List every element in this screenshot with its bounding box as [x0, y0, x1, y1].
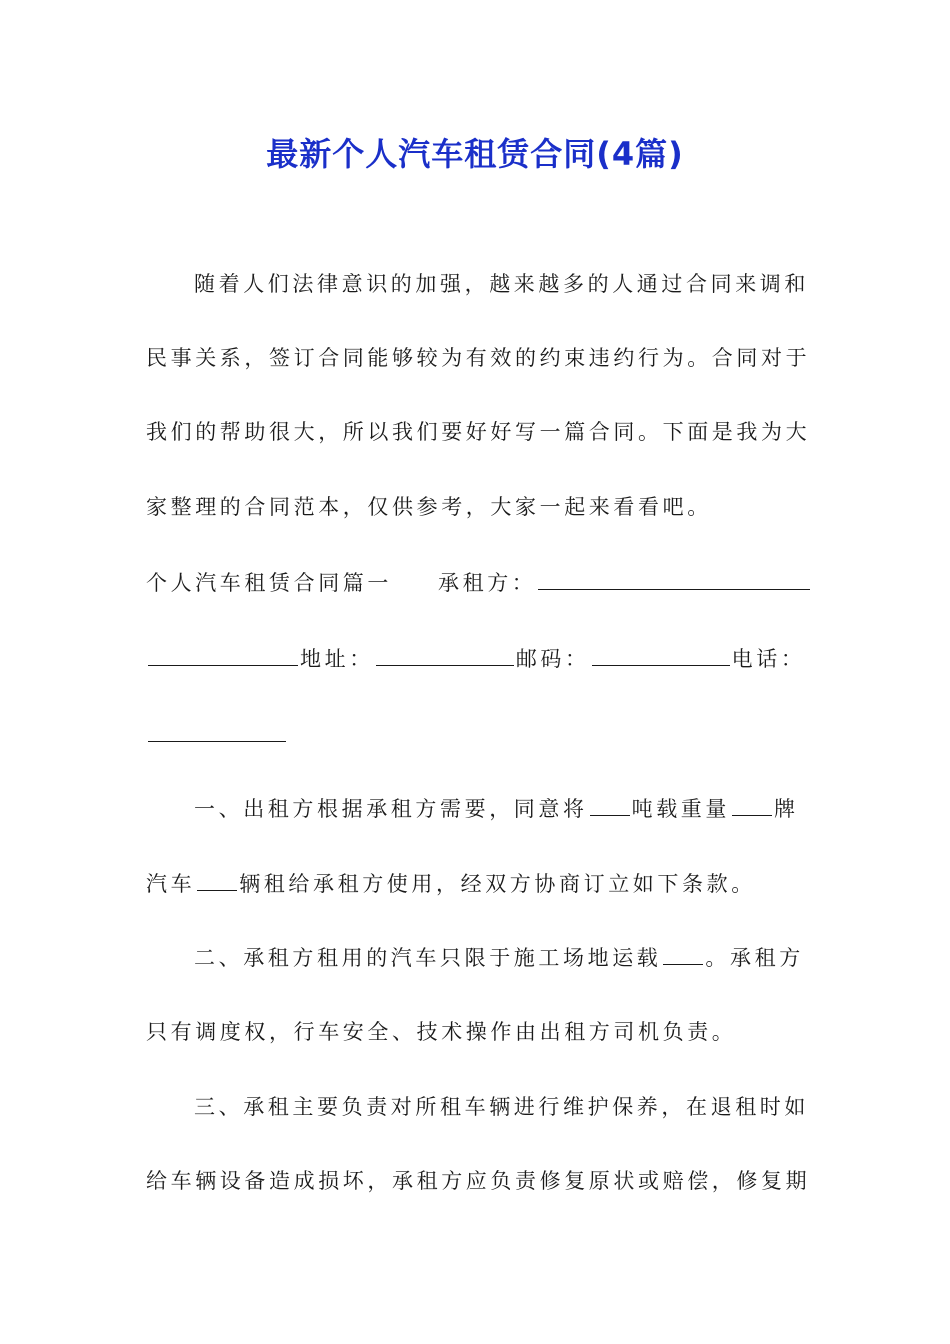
clause1-line-2 — [146, 866, 806, 902]
clause3-line-1: 三、承租主要负责对所租车辆进行维护保养，在退租时如 — [194, 1095, 809, 1119]
clause1-text-c: 牌 — [774, 797, 799, 821]
clause3-line-2: 给车辆设备造成损坏，承租方应负责修复原状或赔偿，修复期 — [146, 1169, 811, 1193]
lessee-label: 承租方： — [438, 571, 537, 595]
postcode-label: 邮码： — [515, 647, 590, 671]
phone-blank — [148, 721, 286, 742]
address-label: 地址： — [300, 647, 374, 671]
cargo-blank — [663, 944, 703, 965]
address-blank — [376, 645, 514, 666]
tonnage-blank — [590, 795, 630, 816]
lessee-blank — [538, 569, 810, 590]
postcode-blank — [592, 645, 730, 666]
section-heading: 个人汽车租赁合同篇一 — [146, 571, 392, 595]
intro-line-2: 民事关系，签订合同能够较为有效的约束违约行为。合同对于 — [146, 346, 811, 370]
intro-line-1: 随着人们法律意识的加强，越来越多的人通过合同来调和 — [194, 272, 809, 296]
contact-line — [146, 641, 806, 677]
phone-blank-line — [146, 717, 806, 753]
clause2-text-a: 二、承租方租用的汽车只限于施工场地运载 — [194, 946, 662, 970]
clause1-text-d: 汽车 — [146, 872, 196, 896]
vehicle-count-blank — [197, 870, 237, 891]
clause2-line-2: 只有调度权，行车安全、技术操作由出租方司机负责。 — [146, 1020, 737, 1044]
phone-label: 电话： — [731, 647, 806, 671]
brand-blank — [732, 795, 772, 816]
clause1-line-1 — [146, 791, 854, 827]
document-title: 最新个人汽车租赁合同(4篇) — [266, 135, 684, 173]
clause1-text-b: 吨载重量 — [631, 797, 731, 821]
clause2-line-1 — [146, 940, 854, 976]
intro-line-3: 我们的帮助很大，所以我们要好好写一篇合同。下面是我为大 — [146, 420, 811, 444]
clause1-text-a: 一、出租方根据承租方需要，同意将 — [194, 797, 588, 821]
intro-line-4: 家整理的合同范本，仅供参考，大家一起来看看吧。 — [146, 495, 712, 519]
lessee-blank-cont — [148, 645, 298, 666]
clause2-text-b: 。承租方 — [705, 946, 804, 970]
clause1-text-e: 辆租给承租方使用，经双方协商订立如下条款。 — [239, 872, 756, 896]
section-heading-line — [146, 565, 806, 601]
